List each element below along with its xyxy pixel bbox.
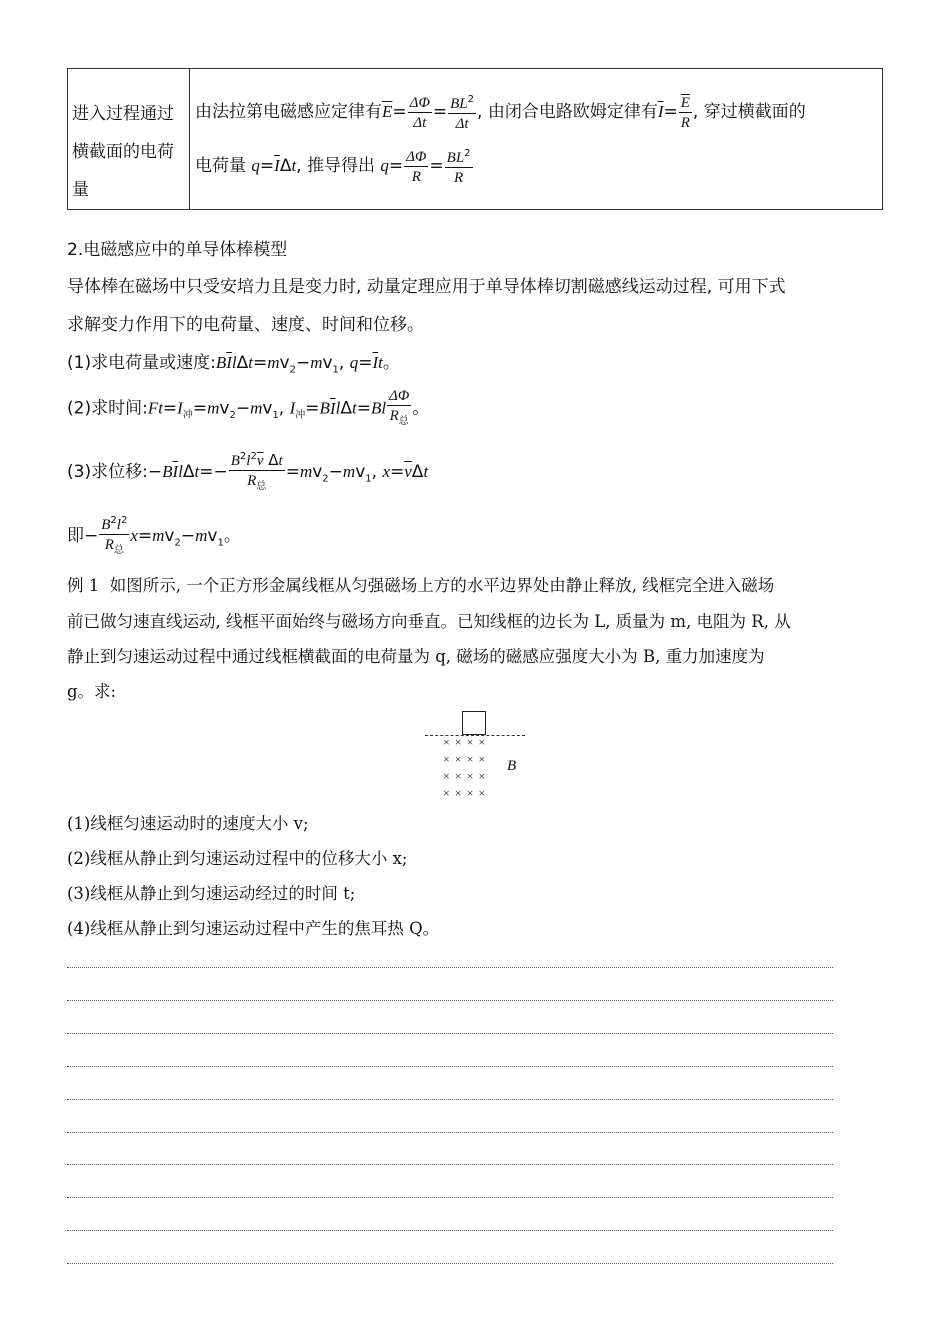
table-line-1: 由法拉第电磁感应定律有$\overline{E}=$ $\frac{\Delta\Phi}{\Delta t}$ = $\frac{BL^2}{\Delta t}$ , 由闭合电路欧姆定律有$\overline{I}=$ $\frac{\overline{E}}{R}$ , 穿过横截面的	[195, 91, 882, 131]
example-line-1: 例 1 如图所示, 一个正方形金属线框从匀强磁场上方的水平边界处由静止释放, 线框完全进入磁场	[67, 576, 775, 595]
formula-displacement: (3)求位移$:-B\overline{I}l\Delta t=-$ $B^2l^2\overline{v}$ Δt $R_总$ $=mv_2-mv_1$, $x=\overline{v}\Delta t$	[67, 448, 428, 496]
section-title: 2.电磁感应中的单导体棒模型	[67, 240, 288, 260]
example-line-2: 前已做匀速直线运动, 线框平面始终与磁场方向垂直。已知线框的边长为 L, 质量为 m, 电阻为 R, 从	[67, 612, 791, 631]
table-content-cell	[190, 69, 883, 210]
table-line-2: 电荷量 $q=\overline{I}\Delta t$, 推导得出 q= $\frac{\Delta\Phi}{R}$ = $\frac{BL^2}{R}$	[195, 145, 882, 185]
answer-line	[67, 1132, 833, 1133]
question-3: (3)线框从静止到匀速运动经过的时间 t;	[67, 884, 356, 903]
answer-line	[67, 1263, 833, 1264]
summary-table	[67, 68, 883, 210]
formula-charge: (1)求电荷量或速度$:B\overline{I}l\Delta t=mv_2-mv_1$, $q=\overline{I}t$。	[67, 353, 400, 376]
intro-line-2: 求解变力作用下的电荷量、速度、时间和位移。	[67, 315, 424, 335]
square-frame	[462, 711, 486, 735]
formula-result: 即− $B^2l^2$ $R_总$ $x=mv_2-mv_1$。	[67, 512, 241, 560]
answer-line	[67, 1230, 833, 1231]
field-label: B	[507, 758, 517, 774]
question-2: (2)线框从静止到匀速运动过程中的位移大小 x;	[67, 849, 408, 868]
formula-time: (2)求时间$:Ft=I_冲=mv_2-mv_1$, $I_冲=B\overline{I}l\Delta t=Bl$ ΔΦ $R_总$ 。	[67, 388, 430, 427]
question-4: (4)线框从静止到匀速运动过程中产生的焦耳热 Q。	[67, 919, 440, 938]
answer-line	[67, 1033, 833, 1034]
intro-line-1: 导体棒在磁场中只受安培力且是变力时, 动量定理应用于单导体棒切割磁感线运动过程, 可用下式	[67, 277, 786, 297]
question-1: (1)线框匀速运动时的速度大小 v;	[67, 814, 309, 833]
table-label: 进入过程通过横截面的电荷量	[72, 104, 174, 200]
answer-line	[67, 1066, 833, 1067]
table-label-cell	[68, 69, 190, 210]
example-line-3: 静止到匀速运动过程中通过线框横截面的电荷量为 q, 磁场的磁感应强度大小为 B, 重力加速度为	[67, 647, 765, 666]
answer-line	[67, 1099, 833, 1100]
answer-line	[67, 1164, 833, 1165]
answer-line	[67, 967, 833, 968]
magnetic-field-figure	[425, 710, 535, 800]
answer-line	[67, 1197, 833, 1198]
answer-line	[67, 1000, 833, 1001]
example-line-4: g。求:	[67, 682, 117, 701]
field-crosses: ×××× ×××× ×××× ××××	[443, 735, 491, 800]
